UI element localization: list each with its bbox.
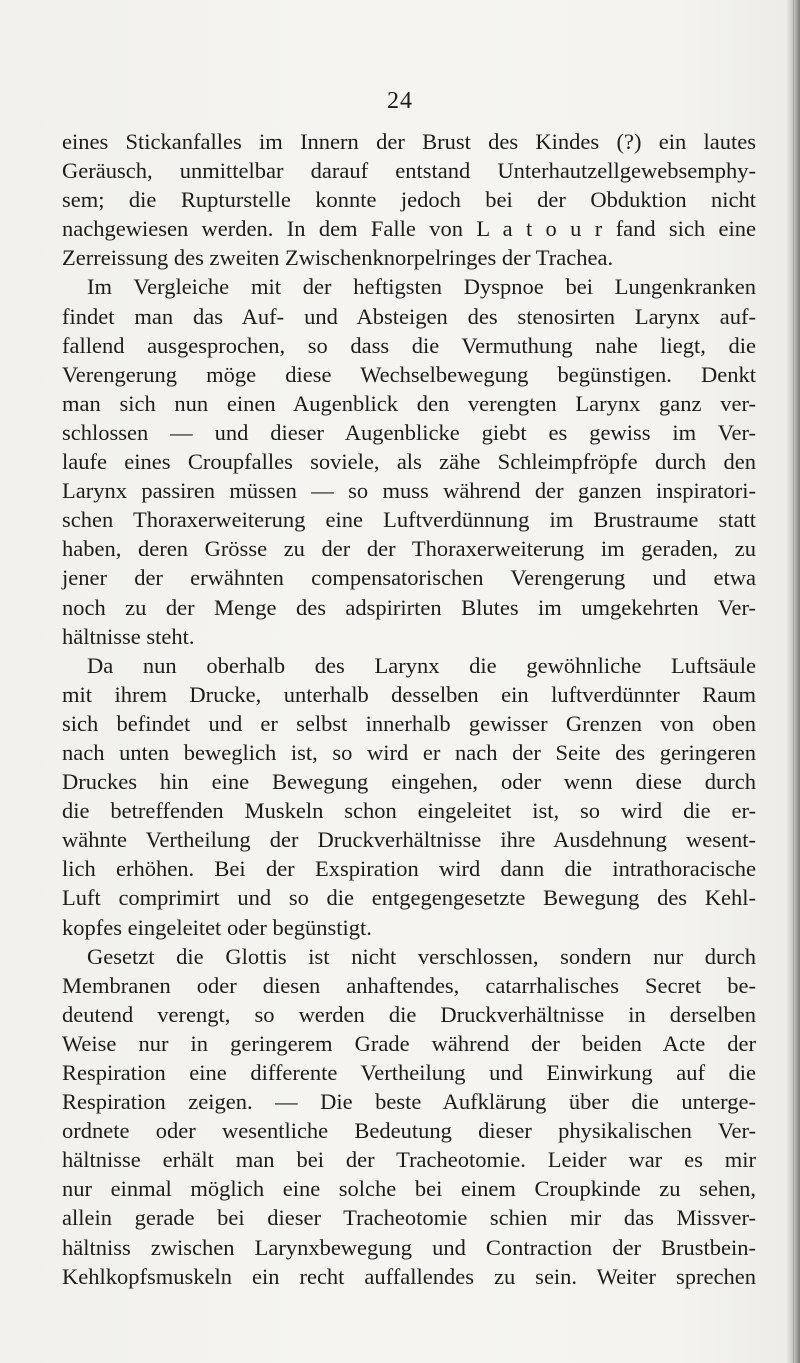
text-line: Respiration zeigen. — Die beste Aufklärung über die unterge- <box>62 1089 756 1115</box>
text-line: ordnete oder wesentliche Bedeutung dieser physikalischen Ver- <box>62 1118 756 1144</box>
text-line: mit ihrem Drucke, unterhalb desselben ein luftverdünnter Raum <box>62 681 756 707</box>
text-line: man sich nun einen Augenblick den verengten Larynx ganz ver- <box>62 390 756 416</box>
text-line: hältnisse erhält man bei der Tracheotomie. Leider war es mir <box>62 1147 756 1173</box>
text-line: sich befindet und er selbst innerhalb gewisser Grenzen von oben <box>62 710 756 736</box>
text-line: kopfes eingeleitet oder begünstigt. <box>62 914 372 940</box>
text-line: fallend ausgesprochen, so dass die Vermuthung nahe liegt, die <box>62 332 756 358</box>
text-line: Kehlkopfsmuskeln ein recht auffallendes zu sein. Weiter sprechen <box>62 1263 756 1289</box>
text-line: jener der erwähnten compensatorischen Verengerung und etwa <box>62 565 756 591</box>
text-line: Geräusch, unmittelbar darauf entstand Unterhautzellgewebsemphy- <box>62 158 756 184</box>
text-line: lich erhöhen. Bei der Exspiration wird dann die intrathoracische <box>62 856 756 882</box>
text-line: eines Stickanfalles im Innern der Brust des Kindes (?) ein lautes <box>62 129 756 154</box>
text-line: Luft comprimirt und so die entgegengesetzte Bewegung des Kehl- <box>62 885 756 911</box>
body-text <box>62 127 756 1291</box>
text-line: Verengerung möge diese Wechselbewegung begünstigen. Denkt <box>62 361 756 387</box>
text-line: Druckes hin eine Bewegung eingehen, oder wenn diese durch <box>62 769 756 795</box>
text-line: nur einmal möglich eine solche bei einem Croupkinde zu sehen, <box>62 1176 756 1202</box>
text-line: laufe eines Croupfalles soviele, als zähe Schleimpfröpfe durch den <box>62 449 756 475</box>
text-line: findet man das Auf- und Absteigen des stenosirten Larynx auf- <box>62 303 756 329</box>
text-line: allein gerade bei dieser Tracheotomie schien mir das Missver- <box>62 1205 756 1231</box>
text-line: nachgewiesen werden. In dem Falle von L a t o u r fand sich eine <box>62 216 756 242</box>
text-line: Zerreissung des zweiten Zwischenknorpelringes der Trachea. <box>62 245 614 271</box>
text-line: wähnte Vertheilung der Druckverhältnisse ihre Ausdehnung wesent- <box>62 827 756 853</box>
page-edge-line <box>793 0 794 1363</box>
text-line: schen Thoraxerweiterung eine Luftverdünnung im Brustraume statt <box>62 507 756 533</box>
text-line: Da nun oberhalb des Larynx die gewöhnliche Luftsäule <box>87 652 756 678</box>
text-line: hältnisse steht. <box>62 623 195 649</box>
text-line: Im Vergleiche mit der heftigsten Dyspnoe bei Lungenkranken <box>87 274 756 300</box>
text-line: die betreffenden Muskeln schon eingeleitet ist, so wird die er- <box>62 798 756 824</box>
text-line: Weise nur in geringerem Grade während der beiden Acte der <box>62 1030 756 1056</box>
text-line: deutend verengt, so werden die Druckverhältnisse in derselben <box>62 1001 756 1027</box>
text-line: Membranen oder diesen anhaftendes, catarrhalisches Secret be- <box>62 972 756 998</box>
text-line: Larynx passiren müssen — so muss während der ganzen inspiratori- <box>62 478 756 504</box>
text-line: noch zu der Menge des adspirirten Blutes im umgekehrten Ver- <box>62 594 756 620</box>
text-line: sem; die Rupturstelle konnte jedoch bei der Obduktion nicht <box>62 187 756 213</box>
text-line: Respiration eine differente Vertheilung und Einwirkung auf die <box>62 1060 756 1085</box>
text-line: haben, deren Grösse zu der der Thoraxerweiterung im geraden, zu <box>62 536 756 562</box>
text-line: hältniss zwischen Larynxbewegung und Contraction der Brustbein- <box>62 1234 756 1260</box>
text-line: Gesetzt die Glottis ist nicht verschlossen, sondern nur durch <box>87 943 756 969</box>
page-number: 24 <box>387 88 413 114</box>
text-line: nach unten beweglich ist, so wird er nach der Seite des geringeren <box>62 739 756 765</box>
text-line: schlossen — und dieser Augenblicke giebt es gewiss im Ver- <box>62 419 756 445</box>
